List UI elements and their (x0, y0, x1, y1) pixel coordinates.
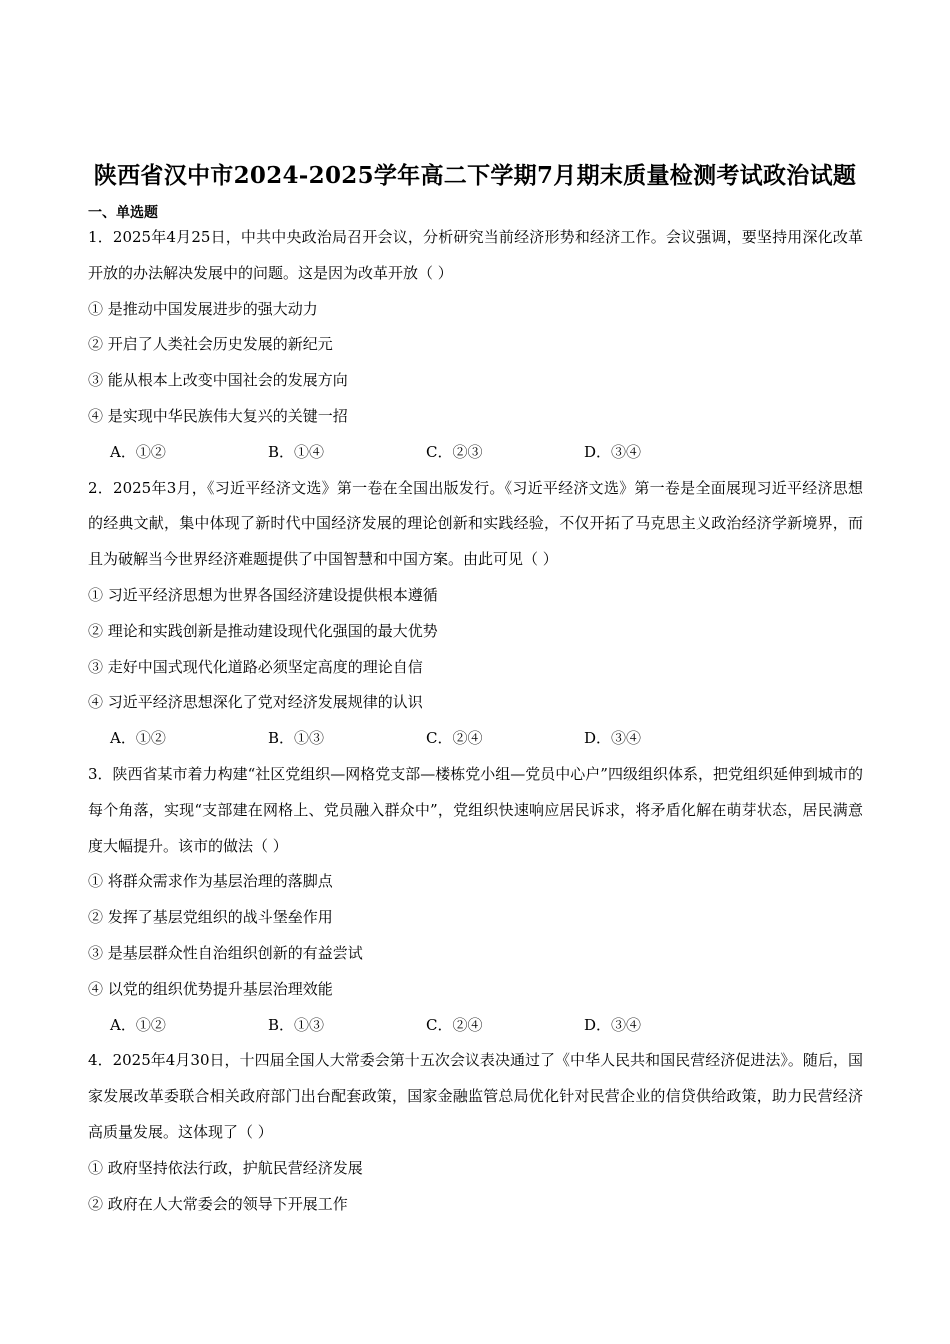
statement-option: ③ 是基层群众性自治组织创新的有益尝试 (88, 943, 363, 962)
answer-choices (88, 721, 863, 757)
choice-d[interactable]: D．③④ (584, 729, 642, 748)
choice-d[interactable]: D．③④ (584, 1015, 642, 1034)
question-stem: 3．陕西省某市着力构建“社区党组织—网格党支部—楼栋党小组—党员中心户”四级组织体系，把党组织延伸到城市的每个角落，实现“支部建在网格上、党员融入群众中”，党组织快速响应居民诉求，将矛盾化解在萌芽状态，居民满意度大幅提升。该市的做法（ ） (88, 764, 863, 855)
statement-option: ① 习近平经济思想为世界各国经济建设提供根本遵循 (88, 585, 438, 604)
choice-a[interactable]: A．①② (110, 442, 166, 461)
statement-option: ③ 能从根本上改变中国社会的发展方向 (88, 371, 348, 390)
statement-option: ② 发挥了基层党组织的战斗堡垒作用 (88, 908, 333, 927)
choice-c[interactable]: C．②③ (426, 442, 483, 461)
choice-b[interactable]: B．①③ (268, 1015, 325, 1034)
question-list (88, 220, 863, 1222)
question-stem: 4．2025年4月30日，十四届全国人大常委会第十五次会议表决通过了《中华人民共和国民营经济促进法》。随后，国家发展改革委联合相关政府部门出台配套政策，国家金融监管总局优化针对民营企业的信贷供给政策，助力民营经济高质量发展。这体现了（ ） (88, 1051, 863, 1141)
choice-b[interactable]: B．①④ (268, 442, 325, 461)
question-stem: 1．2025年4月25日，中共中央政治局召开会议，分析研究当前经济形势和经济工作。会议强调，要坚持用深化改革开放的办法解决发展中的问题。这是因为改革开放（ ） (88, 228, 863, 282)
question-stem: 2．2025年3月，《习近平经济文选》第一卷在全国出版发行。《习近平经济文选》第一卷是全面展现习近平经济思想的经典文献，集中体现了新时代中国经济发展的理论创新和实践经验，不仅开拓了马克思主义政治经济学新境界，而且为破解当今世界经济难题提供了中国智慧和中国方案。由此可见（ ） (88, 478, 863, 569)
choice-b[interactable]: B．①③ (268, 729, 325, 748)
statement-option: ④ 是实现中华民族伟大复兴的关键一招 (88, 406, 348, 425)
choice-a[interactable]: A．①② (110, 729, 166, 748)
statement-option: ④ 以党的组织优势提升基层治理效能 (88, 979, 333, 998)
section-heading: 一、单选题 (88, 205, 158, 221)
statement-option: ③ 走好中国式现代化道路必须坚定高度的理论自信 (88, 657, 423, 676)
answer-choices (88, 435, 863, 471)
choice-a[interactable]: A．①② (110, 1015, 166, 1034)
choice-d[interactable]: D．③④ (584, 442, 642, 461)
page-title: 陕西省汉中市2024-2025学年高二下学期7月期末质量检测考试政治试题 (93, 162, 857, 189)
statement-option: ① 将群众需求作为基层治理的落脚点 (88, 872, 333, 891)
question-3 (88, 757, 863, 1043)
statement-option: ④ 习近平经济思想深化了党对经济发展规律的认识 (88, 693, 423, 712)
question-4 (88, 1043, 863, 1222)
answer-choices (88, 1008, 863, 1044)
choice-c[interactable]: C．②④ (426, 729, 483, 748)
statement-option: ② 理论和实践创新是推动建设现代化强国的最大优势 (88, 621, 438, 640)
statement-option: ② 政府在人大常委会的领导下开展工作 (88, 1194, 348, 1213)
statement-option: ① 是推动中国发展进步的强大动力 (88, 299, 318, 318)
statement-option: ① 政府坚持依法行政，护航民营经济发展 (88, 1158, 363, 1177)
question-1 (88, 220, 863, 471)
question-2 (88, 471, 863, 757)
choice-c[interactable]: C．②④ (426, 1015, 483, 1034)
statement-option: ② 开启了人类社会历史发展的新纪元 (88, 335, 333, 354)
